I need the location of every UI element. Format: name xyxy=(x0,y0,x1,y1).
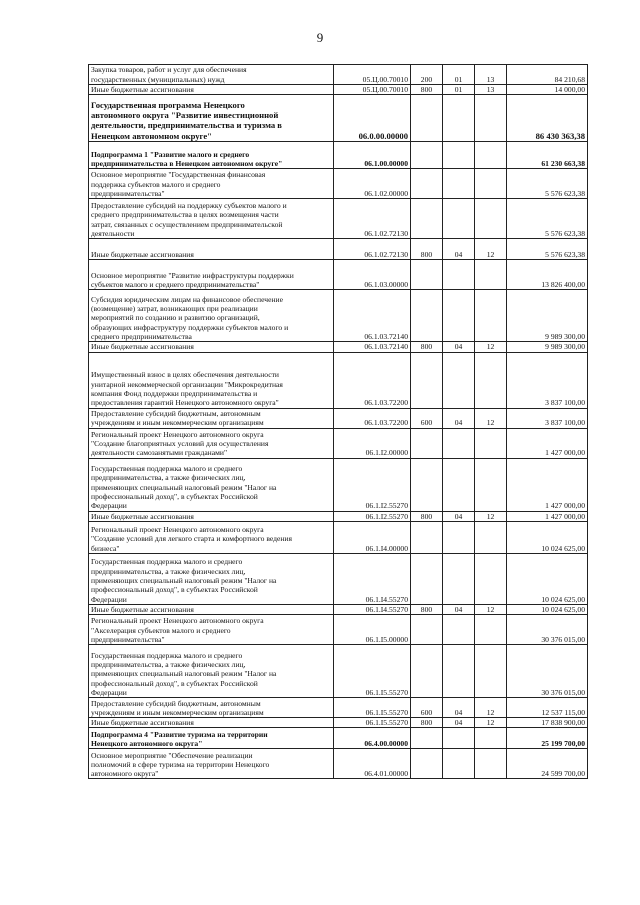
row-code-cell: 05.Ц.00.70010 xyxy=(334,65,411,85)
row-name-cell: Государственная поддержка малого и среднего предпринимательства, а также физических лиц, применяющих специальный налоговый режим "Налог на профессиональный доход", в субъектах Российской Федерации xyxy=(89,553,334,604)
row-amount-cell: 13 826 400,00 xyxy=(507,260,588,290)
row-amount-cell: 5 576 623,38 xyxy=(507,199,588,239)
row-name-cell: Предоставление субсидий на поддержку субъектов малого и среднего предпринимательства в целях возмещения части затрат, связанных с осуществлением предпринимательской деятельности xyxy=(89,199,334,239)
row-expense-type-cell xyxy=(411,199,443,239)
row-amount-cell: 10 024 625,00 xyxy=(507,553,588,604)
row-subsection-cell xyxy=(475,521,507,553)
row-name-cell: Региональный проект Ненецкого автономного округа "Создание благоприятных условий для осуществления деятельности самозанятыми гражданами" xyxy=(89,428,334,458)
row-expense-type-cell xyxy=(411,521,443,553)
row-section-cell: 04 xyxy=(443,698,475,718)
row-subsection-cell xyxy=(475,95,507,142)
row-amount-cell: 1 427 000,00 xyxy=(507,511,588,521)
row-expense-type-cell xyxy=(411,458,443,511)
row-code-cell: 06.0.00.00000 xyxy=(334,95,411,142)
table-row xyxy=(89,645,588,698)
table-row xyxy=(89,65,588,85)
table-row xyxy=(89,698,588,718)
row-amount-cell: 12 537 115,00 xyxy=(507,698,588,718)
row-expense-type-cell: 200 xyxy=(411,65,443,85)
row-amount-cell: 30 376 015,00 xyxy=(507,615,588,645)
row-amount-cell: 30 376 015,00 xyxy=(507,645,588,698)
row-code-cell: 06.1.00.00000 xyxy=(334,142,411,169)
row-expense-type-cell xyxy=(411,645,443,698)
table-row xyxy=(89,511,588,521)
row-code-cell: 06.1.I5.00000 xyxy=(334,615,411,645)
row-section-cell xyxy=(443,290,475,342)
row-name-cell: Предоставление субсидий бюджетным, автономным учреждениям и иным некоммерческим организациям xyxy=(89,408,334,428)
row-name-cell: Региональный проект Ненецкого автономного округа "Акселерация субъектов малого и среднего предпринимательства" xyxy=(89,615,334,645)
row-section-cell xyxy=(443,352,475,408)
row-subsection-cell xyxy=(475,290,507,342)
row-expense-type-cell xyxy=(411,95,443,142)
row-amount-cell: 25 199 700,00 xyxy=(507,728,588,749)
row-section-cell: 04 xyxy=(443,511,475,521)
row-amount-cell: 5 576 623,38 xyxy=(507,169,588,199)
row-code-cell: 06.1.02.72130 xyxy=(334,199,411,239)
table-row xyxy=(89,604,588,614)
row-subsection-cell: 13 xyxy=(475,85,507,95)
row-amount-cell: 17 838 900,00 xyxy=(507,718,588,728)
table-row xyxy=(89,521,588,553)
row-subsection-cell xyxy=(475,199,507,239)
row-name-cell: Основное мероприятие "Государственная финансовая поддержка субъектов малого и среднего предпринимательства" xyxy=(89,169,334,199)
row-amount-cell: 10 024 625,00 xyxy=(507,521,588,553)
row-amount-cell: 14 000,00 xyxy=(507,85,588,95)
row-section-cell: 04 xyxy=(443,239,475,260)
row-expense-type-cell: 800 xyxy=(411,718,443,728)
row-name-cell: Государственная программа Ненецкого автономного округа "Развитие инвестиционной деятельности, предпринимательства и туризма в Ненецком автономном округе" xyxy=(89,95,334,142)
row-section-cell: 01 xyxy=(443,65,475,85)
row-subsection-cell: 12 xyxy=(475,408,507,428)
row-name-cell: Иные бюджетные ассигнования xyxy=(89,718,334,728)
row-name-cell: Государственная поддержка малого и среднего предпринимательства, а также физических лиц, применяющих специальный налоговый режим "Налог на профессиональный доход", в субъектах Российской Федерации xyxy=(89,645,334,698)
table-row xyxy=(89,260,588,290)
row-subsection-cell xyxy=(475,728,507,749)
row-expense-type-cell: 800 xyxy=(411,239,443,260)
table-row xyxy=(89,749,588,779)
row-expense-type-cell: 800 xyxy=(411,85,443,95)
row-section-cell: 04 xyxy=(443,604,475,614)
row-code-cell: 06.1.I5.55270 xyxy=(334,645,411,698)
table-row xyxy=(89,408,588,428)
row-expense-type-cell xyxy=(411,615,443,645)
table-row xyxy=(89,85,588,95)
row-expense-type-cell: 800 xyxy=(411,604,443,614)
row-subsection-cell xyxy=(475,169,507,199)
row-name-cell: Субсидия юридическим лицам на финансовое обеспечение (возмещение) затрат, возникающих при реализации мероприятий по созданию и развитию организаций, образующих инфраструктуру поддержки субъектов малого и среднего предпринимательства xyxy=(89,290,334,342)
row-subsection-cell: 12 xyxy=(475,698,507,718)
row-expense-type-cell: 800 xyxy=(411,511,443,521)
row-name-cell: Иные бюджетные ассигнования xyxy=(89,511,334,521)
row-name-cell: Подпрограмма 4 "Развитие туризма на территории Ненецкого автономного округа" xyxy=(89,728,334,749)
table-row xyxy=(89,342,588,352)
table-row xyxy=(89,615,588,645)
row-expense-type-cell xyxy=(411,553,443,604)
row-subsection-cell xyxy=(475,458,507,511)
row-section-cell: 04 xyxy=(443,408,475,428)
row-expense-type-cell xyxy=(411,260,443,290)
row-expense-type-cell xyxy=(411,290,443,342)
row-subsection-cell: 12 xyxy=(475,342,507,352)
row-expense-type-cell xyxy=(411,169,443,199)
row-section-cell: 04 xyxy=(443,342,475,352)
row-code-cell: 06.1.I4.00000 xyxy=(334,521,411,553)
page-number: 9 xyxy=(316,30,324,45)
row-section-cell xyxy=(443,615,475,645)
row-expense-type-cell: 600 xyxy=(411,408,443,428)
row-section-cell: 04 xyxy=(443,718,475,728)
row-code-cell: 06.4.00.00000 xyxy=(334,728,411,749)
row-code-cell: 06.1.02.00000 xyxy=(334,169,411,199)
row-section-cell xyxy=(443,553,475,604)
row-section-cell xyxy=(443,521,475,553)
row-code-cell: 06.1.I4.55270 xyxy=(334,553,411,604)
row-amount-cell: 5 576 623,38 xyxy=(507,239,588,260)
row-amount-cell: 1 427 000,00 xyxy=(507,428,588,458)
row-subsection-cell xyxy=(475,749,507,779)
row-amount-cell: 84 210,68 xyxy=(507,65,588,85)
row-subsection-cell xyxy=(475,645,507,698)
row-code-cell: 06.1.I4.55270 xyxy=(334,604,411,614)
row-name-cell: Предоставление субсидий бюджетным, автономным учреждениям и иным некоммерческим организациям xyxy=(89,698,334,718)
row-expense-type-cell: 600 xyxy=(411,698,443,718)
row-subsection-cell: 12 xyxy=(475,239,507,260)
row-code-cell: 06.1.I5.55270 xyxy=(334,718,411,728)
row-subsection-cell xyxy=(475,142,507,169)
row-subsection-cell xyxy=(475,615,507,645)
table-row xyxy=(89,169,588,199)
row-name-cell: Закупка товаров, работ и услуг для обеспечения государственных (муниципальных) нужд xyxy=(89,65,334,85)
row-expense-type-cell xyxy=(411,428,443,458)
row-section-cell xyxy=(443,749,475,779)
row-section-cell xyxy=(443,260,475,290)
row-section-cell xyxy=(443,95,475,142)
row-name-cell: Иные бюджетные ассигнования xyxy=(89,342,334,352)
row-subsection-cell xyxy=(475,352,507,408)
table-row xyxy=(89,428,588,458)
row-name-cell: Региональный проект Ненецкого автономного округа "Создание условий для легкого старта и комфортного ведения бизнеса" xyxy=(89,521,334,553)
row-subsection-cell xyxy=(475,260,507,290)
row-code-cell: 05.Ц.00.70010 xyxy=(334,85,411,95)
row-subsection-cell: 12 xyxy=(475,511,507,521)
row-amount-cell: 3 837 100,00 xyxy=(507,352,588,408)
row-section-cell xyxy=(443,142,475,169)
row-expense-type-cell xyxy=(411,142,443,169)
row-amount-cell: 3 837 100,00 xyxy=(507,408,588,428)
table-row xyxy=(89,718,588,728)
row-amount-cell: 9 989 300,00 xyxy=(507,290,588,342)
row-expense-type-cell xyxy=(411,352,443,408)
row-code-cell: 06.1.I2.55270 xyxy=(334,511,411,521)
table-row xyxy=(89,728,588,749)
row-name-cell: Имущественный взнос в целях обеспечения деятельности унитарной некоммерческой организации "Микрокредитная компания Фонд поддержки предпринимательства и предоставления гарантий Ненецкого автономного округа" xyxy=(89,352,334,408)
row-subsection-cell: 12 xyxy=(475,718,507,728)
row-section-cell: 01 xyxy=(443,85,475,95)
row-expense-type-cell: 800 xyxy=(411,342,443,352)
budget-allocation-table xyxy=(88,64,588,779)
row-name-cell: Иные бюджетные ассигнования xyxy=(89,85,334,95)
row-section-cell xyxy=(443,728,475,749)
row-code-cell: 06.1.03.00000 xyxy=(334,260,411,290)
row-amount-cell: 1 427 000,00 xyxy=(507,458,588,511)
row-code-cell: 06.1.03.72200 xyxy=(334,408,411,428)
row-code-cell: 06.1.I2.00000 xyxy=(334,428,411,458)
row-expense-type-cell xyxy=(411,728,443,749)
row-amount-cell: 86 430 363,38 xyxy=(507,95,588,142)
table-row xyxy=(89,239,588,260)
row-code-cell: 06.1.I2.55270 xyxy=(334,458,411,511)
table-row xyxy=(89,553,588,604)
row-amount-cell: 24 599 700,00 xyxy=(507,749,588,779)
row-name-cell: Государственная поддержка малого и среднего предпринимательства, а также физических лиц, применяющих специальный налоговый режим "Налог на профессиональный доход", в субъектах Российской Федерации xyxy=(89,458,334,511)
row-name-cell: Основное мероприятие "Развитие инфраструктуры поддержки субъектов малого и среднего предпринимательства" xyxy=(89,260,334,290)
row-code-cell: 06.1.02.72130 xyxy=(334,239,411,260)
table-row xyxy=(89,290,588,342)
row-name-cell: Иные бюджетные ассигнования xyxy=(89,604,334,614)
row-subsection-cell: 12 xyxy=(475,604,507,614)
table-row xyxy=(89,199,588,239)
row-section-cell xyxy=(443,645,475,698)
row-section-cell xyxy=(443,169,475,199)
row-name-cell: Иные бюджетные ассигнования xyxy=(89,239,334,260)
row-code-cell: 06.1.03.72140 xyxy=(334,290,411,342)
row-amount-cell: 9 989 300,00 xyxy=(507,342,588,352)
row-subsection-cell xyxy=(475,553,507,604)
row-name-cell: Подпрограмма 1 "Развитие малого и среднего предпринимательства в Ненецком автономном округе" xyxy=(89,142,334,169)
row-amount-cell: 10 024 625,00 xyxy=(507,604,588,614)
row-subsection-cell: 13 xyxy=(475,65,507,85)
row-code-cell: 06.1.03.72140 xyxy=(334,342,411,352)
table-row xyxy=(89,458,588,511)
table-row xyxy=(89,142,588,169)
row-section-cell xyxy=(443,458,475,511)
row-amount-cell: 61 230 663,38 xyxy=(507,142,588,169)
row-section-cell xyxy=(443,428,475,458)
row-subsection-cell xyxy=(475,428,507,458)
row-expense-type-cell xyxy=(411,749,443,779)
row-code-cell: 06.1.03.72200 xyxy=(334,352,411,408)
row-name-cell: Основное мероприятие "Обеспечение реализации полномочий в сфере туризма на территории Ненецкого автономного округа" xyxy=(89,749,334,779)
row-code-cell: 06.4.01.00000 xyxy=(334,749,411,779)
table-row xyxy=(89,95,588,142)
row-code-cell: 06.1.I5.55270 xyxy=(334,698,411,718)
row-section-cell xyxy=(443,199,475,239)
table-row xyxy=(89,352,588,408)
